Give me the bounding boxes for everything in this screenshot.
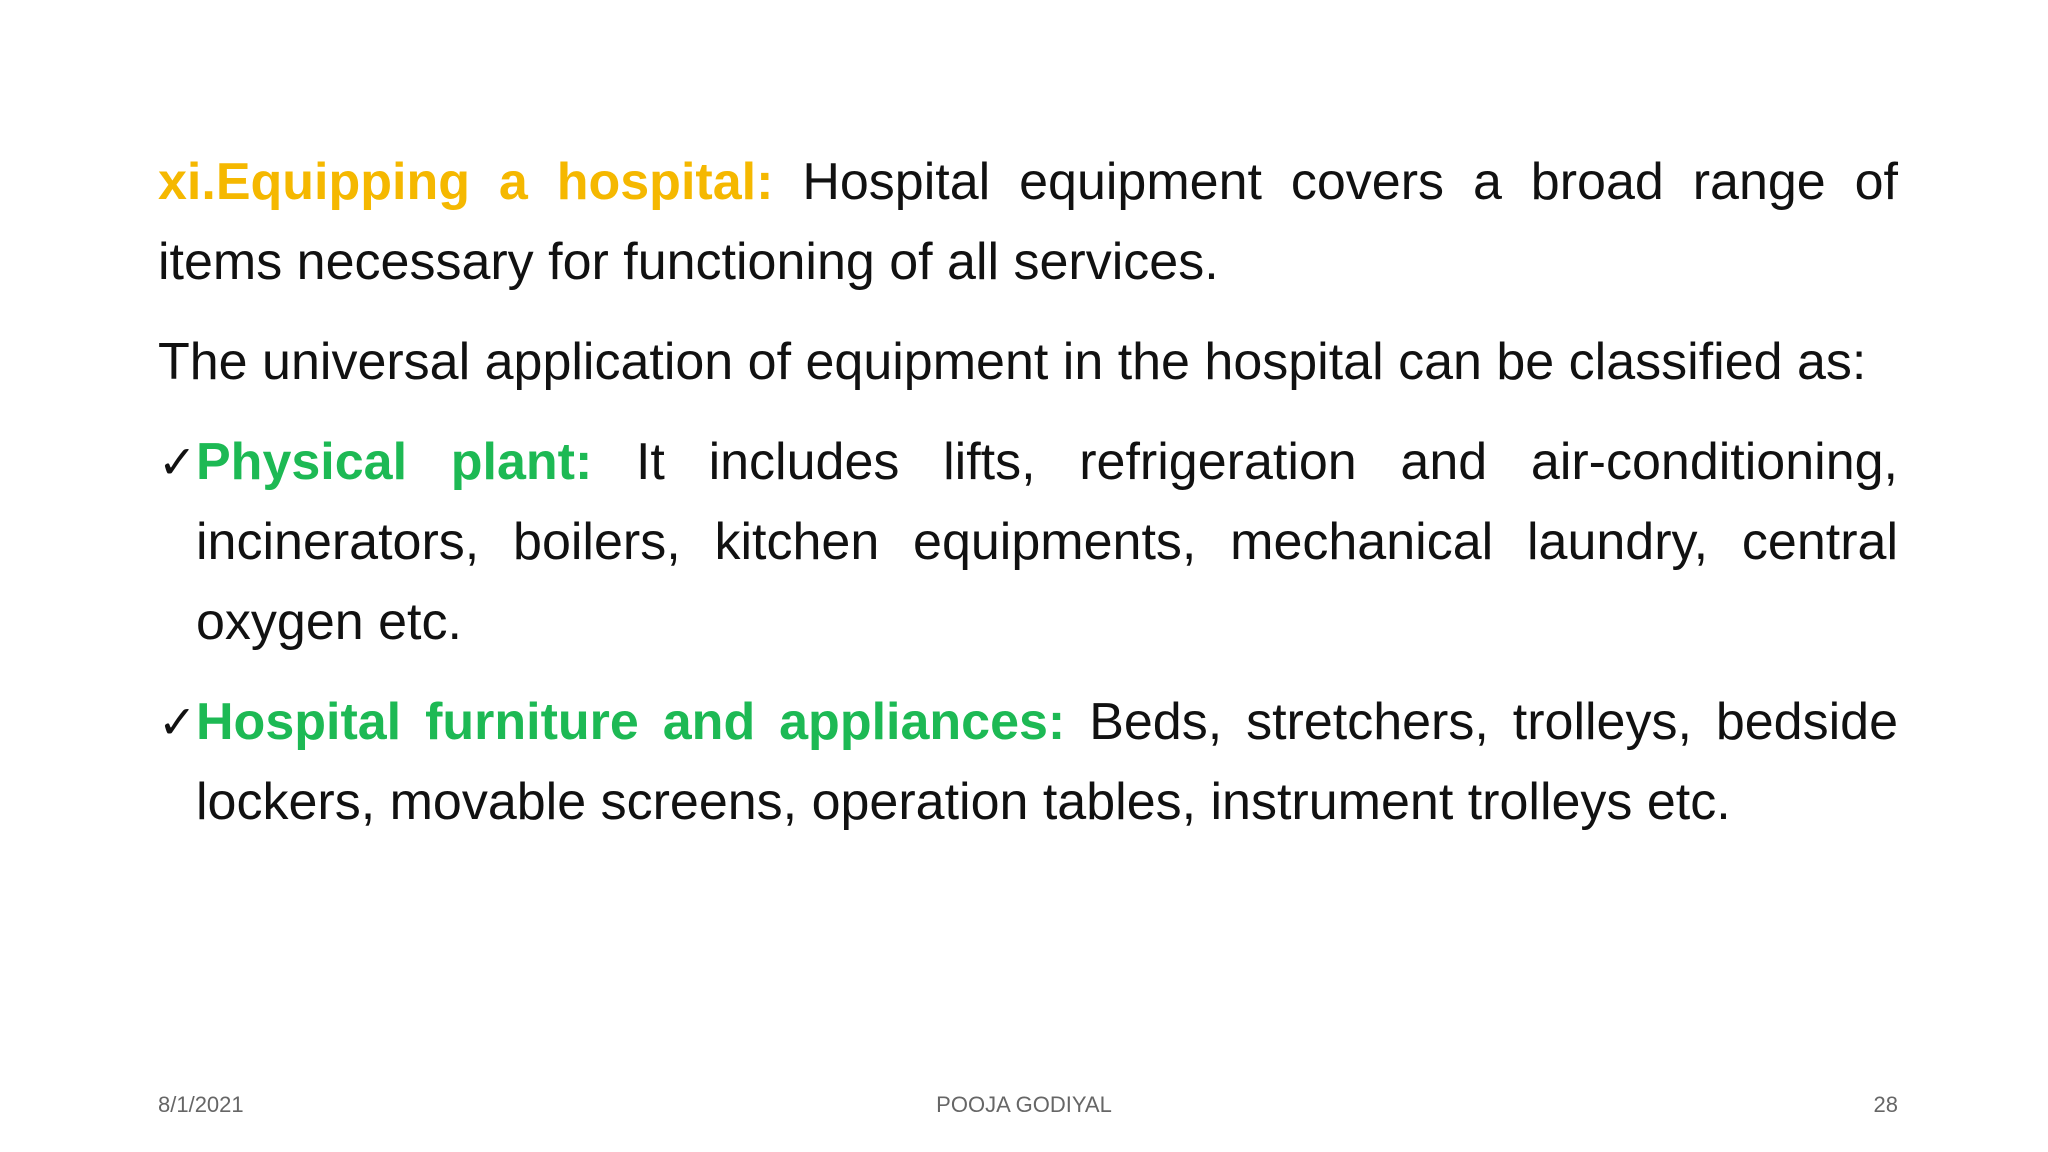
bullet-text: It includes lifts, refrigeration and air-conditioning, incinerators, boilers, kitchen equipments, mechanical laundry, central oxygen etc. <box>196 433 1898 651</box>
section-text: Hospital equipment covers a broad range of items necessary for functioning of all services. <box>158 153 1898 291</box>
bullet-heading: Physical plant: <box>196 433 593 491</box>
footer-page-number: 28 <box>1873 1092 1898 1117</box>
intro-text: The universal application of equipment in the hospital can be classified as: <box>158 333 1867 391</box>
check-icon: ✓ <box>158 695 197 749</box>
footer-date: 8/1/2021 <box>158 1092 244 1117</box>
bullet-physical-plant <box>158 422 1898 662</box>
bullet-heading: Hospital furniture and appliances: <box>196 693 1066 751</box>
bullet-hospital-furniture <box>158 682 1898 842</box>
section-paragraph <box>158 142 1898 302</box>
footer-author: POOJA GODIYAL <box>936 1092 1112 1117</box>
slide-content <box>158 142 1898 842</box>
section-heading: xi.Equipping a hospital: <box>158 153 774 211</box>
check-icon: ✓ <box>158 435 197 489</box>
bullet-text: Beds, stretchers, trolleys, bedside lockers, movable screens, operation tables, instrument trolleys etc. <box>196 693 1898 831</box>
intro-paragraph <box>158 322 1898 402</box>
